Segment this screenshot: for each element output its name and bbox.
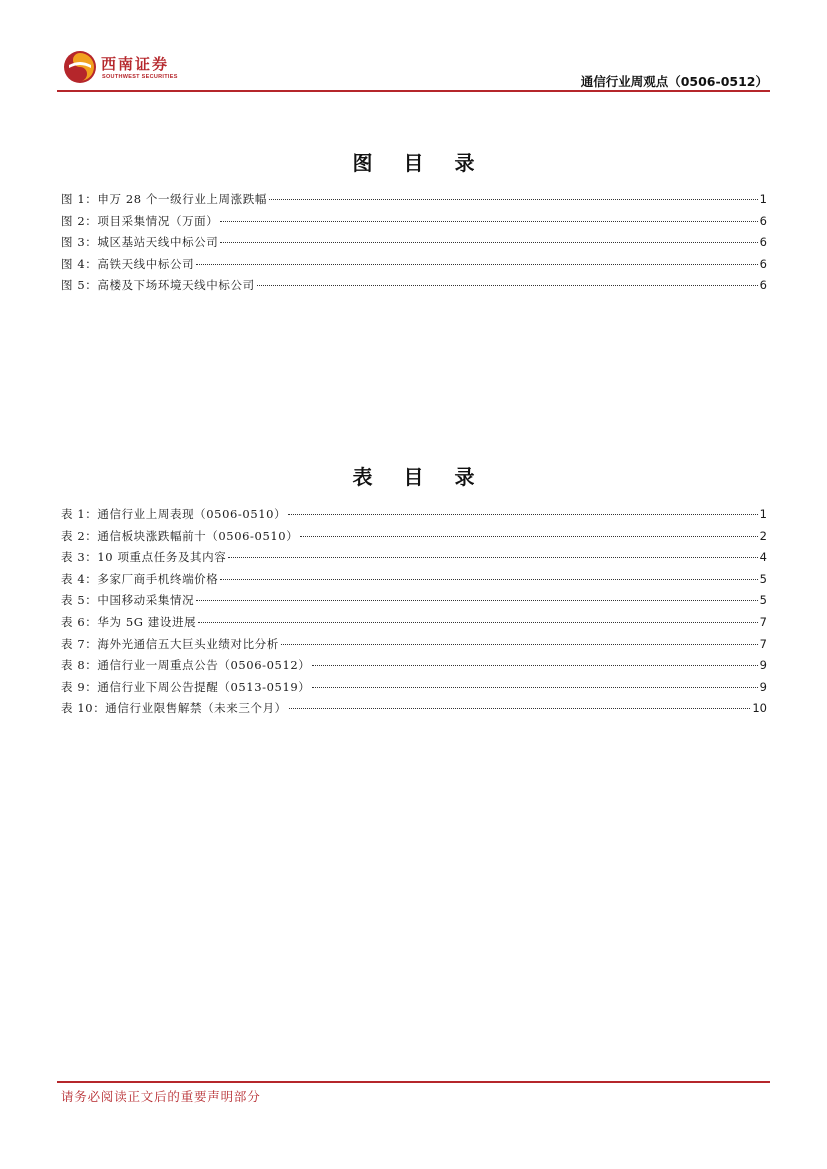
toc-entry[interactable] (61, 191, 767, 213)
toc-entry-page: 6 (759, 278, 767, 293)
toc-entry-label: 表 7：海外光通信五大巨头业绩对比分析 (61, 636, 279, 651)
toc-entry-label: 表 9：通信行业下周公告提醒（0513-0519） (61, 679, 311, 694)
toc-leader-dots (312, 665, 757, 666)
toc-leader-dots (300, 536, 757, 537)
toc-leader-dots (228, 557, 757, 558)
company-logo (63, 50, 183, 84)
footer-disclaimer: 请务必阅读正文后的重要声明部分 (61, 1089, 261, 1104)
toc-entry[interactable] (61, 592, 767, 614)
toc-entry-page: 1 (759, 507, 767, 521)
toc-entry-label: 图 5：高楼及下场环境天线中标公司 (61, 278, 255, 293)
toc-entry-label: 表 10：通信行业限售解禁（未来三个月） (61, 701, 287, 716)
toc-leader-dots (269, 199, 758, 200)
toc-leader-dots (220, 242, 757, 243)
toc-entry-page: 4 (759, 550, 767, 565)
toc-entry-page: 7 (759, 636, 767, 651)
toc-entry[interactable] (61, 528, 767, 550)
toc-entry[interactable] (61, 679, 767, 701)
toc-entry-label: 表 5：中国移动采集情况 (61, 593, 195, 608)
toc-entry[interactable] (61, 657, 767, 679)
toc-entry-page: 9 (759, 658, 767, 673)
toc-leader-dots (289, 708, 751, 709)
toc-entry-page: 5 (759, 571, 767, 586)
toc-entry[interactable] (61, 256, 767, 278)
toc-entry-label: 表 3：10 项重点任务及其内容 (61, 550, 227, 565)
logo-english-name: SOUTHWEST SECURITIES (102, 74, 178, 80)
toc-entry-page: 5 (759, 593, 767, 608)
logo-chinese-name: 西南证券 (101, 55, 170, 73)
tables-toc-heading: 表 目 录 (352, 465, 487, 489)
report-title: 通信行业周观点（0506-0512） (580, 74, 768, 89)
toc-leader-dots (281, 644, 758, 645)
toc-entry-label: 图 3：城区基站天线中标公司 (61, 235, 219, 250)
footer-divider (57, 1081, 770, 1083)
toc-entry[interactable] (61, 506, 767, 528)
toc-entry[interactable] (61, 234, 767, 256)
toc-entry-label: 表 4：多家厂商手机终端价格 (61, 571, 219, 586)
toc-entry-page: 10 (752, 701, 767, 716)
toc-entry-label: 图 4：高铁天线中标公司 (61, 256, 195, 271)
toc-entry-page: 7 (759, 614, 767, 629)
toc-entry[interactable] (61, 571, 767, 593)
tables-toc-list (61, 506, 767, 722)
figures-toc-heading: 图 目 录 (352, 151, 487, 175)
toc-leader-dots (312, 687, 757, 688)
toc-leader-dots (288, 514, 757, 515)
toc-entry-label: 图 1：申万 28 个一级行业上周涨跌幅 (61, 192, 267, 206)
toc-entry[interactable] (61, 277, 767, 299)
toc-entry[interactable] (61, 614, 767, 636)
toc-entry[interactable] (61, 549, 767, 571)
toc-entry[interactable] (61, 700, 767, 722)
toc-entry-page: 6 (759, 235, 767, 250)
toc-entry-label: 表 8：通信行业一周重点公告（0506-0512） (61, 658, 311, 673)
southwest-securities-logo-icon (63, 50, 97, 84)
toc-entry-label: 表 1：通信行业上周表现（0506-0510） (61, 507, 287, 521)
toc-entry-label: 表 2：通信板块涨跌幅前十（0506-0510） (61, 528, 299, 543)
toc-entry-label: 表 6：华为 5G 建设进展 (61, 614, 197, 629)
figures-toc-list (61, 191, 767, 299)
toc-entry-page: 9 (759, 679, 767, 694)
toc-leader-dots (220, 221, 757, 222)
header-divider (57, 90, 770, 92)
toc-entry-page: 2 (759, 528, 767, 543)
toc-leader-dots (198, 622, 757, 623)
toc-leader-dots (257, 285, 758, 286)
toc-entry[interactable] (61, 213, 767, 235)
toc-entry-page: 6 (759, 213, 767, 228)
toc-entry-page: 6 (759, 256, 767, 271)
toc-entry[interactable] (61, 636, 767, 658)
toc-entry-page: 1 (759, 192, 767, 206)
toc-leader-dots (196, 264, 758, 265)
page-header (57, 46, 770, 92)
toc-leader-dots (220, 579, 757, 580)
toc-entry-label: 图 2：项目采集情况（万面） (61, 213, 219, 228)
toc-leader-dots (196, 600, 758, 601)
